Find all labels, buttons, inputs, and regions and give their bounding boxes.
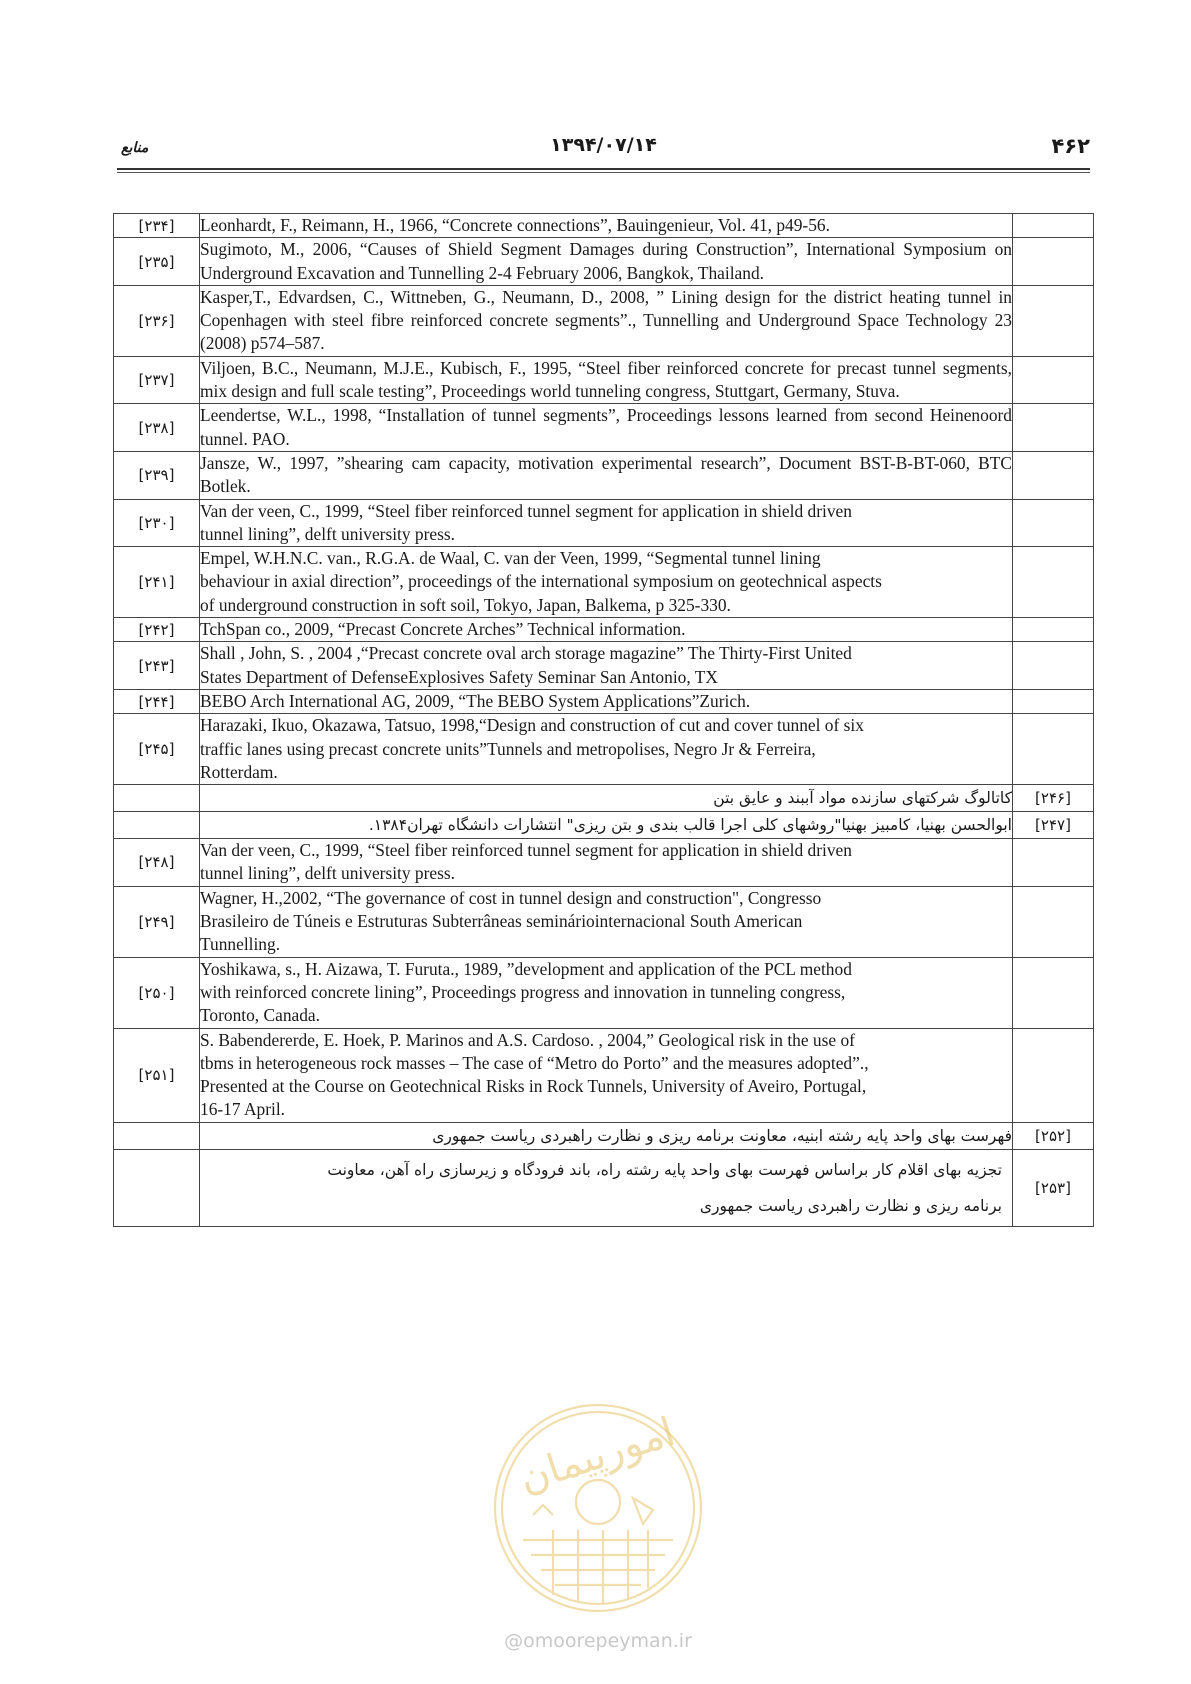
reference-row — [114, 547, 1094, 618]
reference-line: Van der veen, C., 1999, “Steel fiber reinforced tunnel segment for application in shield driven — [200, 500, 852, 521]
reference-line: برنامه ریزی و نظارت راهبردی ریاست جمهوری — [699, 1196, 1002, 1215]
reference-line: with reinforced concrete lining”, Proceedings progress and innovation in tunneling congress, — [200, 981, 846, 1002]
reference-number-left: [۲۴۸] — [114, 839, 200, 887]
reference-row — [114, 499, 1094, 547]
reference-number-left: [۲۳۶] — [114, 285, 200, 356]
reference-line: Harazaki, Ikuo, Okazawa, Tatsuo, 1998,“Design and construction of cut and cover tunnel of six — [200, 715, 864, 736]
header-rule — [117, 172, 1090, 173]
reference-number-right — [1013, 957, 1094, 1028]
reference-number-right: [۲۴۶] — [1013, 785, 1094, 812]
reference-row — [114, 618, 1094, 642]
reference-text — [200, 886, 1013, 957]
reference-row — [114, 689, 1094, 713]
reference-row — [114, 356, 1094, 404]
reference-line: فهرست بهای واحد پایه رشته ابنیه، معاونت برنامه ریزی و نظارت راهبردی ریاست جمهوری — [432, 1126, 1012, 1145]
reference-text — [200, 214, 1013, 238]
reference-text — [200, 238, 1013, 286]
reference-number-left — [114, 1122, 200, 1149]
reference-line: Tunnelling. — [200, 934, 281, 955]
reference-line: tunnel lining”, delft university press. — [200, 863, 456, 884]
reference-text — [200, 404, 1013, 452]
reference-number-right — [1013, 214, 1094, 238]
reference-line: Empel, W.H.N.C. van., R.G.A. de Waal, C. van der Veen, 1999, “Segmental tunnel lining — [200, 548, 821, 569]
reference-number-right — [1013, 618, 1094, 642]
reference-number-right — [1013, 547, 1094, 618]
watermark-logo — [483, 1390, 713, 1625]
reference-text — [200, 451, 1013, 499]
reference-row — [114, 812, 1094, 839]
reference-number-left: [۲۳۷] — [114, 356, 200, 404]
section-title: منابع — [121, 140, 149, 156]
reference-number-right — [1013, 714, 1094, 785]
reference-row — [114, 1028, 1094, 1122]
reference-row — [114, 451, 1094, 499]
reference-number-right: [۲۵۲] — [1013, 1122, 1094, 1149]
watermark — [483, 1390, 713, 1652]
reference-number-right — [1013, 839, 1094, 887]
watermark-domain-text: omoorepeyman.ir — [523, 1630, 692, 1652]
reference-line: Toronto, Canada. — [200, 1005, 321, 1026]
reference-number-left: [۲۴۴] — [114, 689, 200, 713]
reference-line: S. Babendererde, E. Hoek, P. Marinos and A.S. Cardoso. , 2004,” Geological risk in the use of — [200, 1029, 855, 1050]
reference-row — [114, 886, 1094, 957]
reference-number-left: [۲۳۴] — [114, 214, 200, 238]
reference-line: 16-17 April. — [200, 1099, 286, 1120]
reference-number-left: [۲۳۵] — [114, 238, 200, 286]
reference-row — [114, 214, 1094, 238]
reference-line: Shall , John, S. , 2004 ,“Precast concrete oval arch storage magazine” The Thirty-First United — [200, 643, 852, 664]
reference-text — [200, 785, 1013, 812]
reference-number-left: [۲۳۰] — [114, 499, 200, 547]
reference-number-left — [114, 1149, 200, 1226]
reference-line: States Department of DefenseExplosives Safety Seminar San Antonio, TX — [200, 666, 718, 687]
reference-number-right — [1013, 886, 1094, 957]
reference-row — [114, 404, 1094, 452]
watermark-domain — [483, 1630, 713, 1652]
watermark-logo-text: امورپیمان — [513, 1408, 681, 1503]
reference-line: Jansze, W., 1997, ”shearing cam capacity, motivation experimental research”, Document BST-B-BT-060, BTC Botlek. — [200, 452, 1012, 497]
reference-line: Van der veen, C., 1999, “Steel fiber reinforced tunnel segment for application in shield driven — [200, 840, 852, 861]
references-table — [113, 213, 1094, 1227]
reference-number-right — [1013, 238, 1094, 286]
reference-line: Kasper,T., Edvardsen, C., Wittneben, G., Neumann, D., 2008, ” Lining design for the district heating tunnel in Copenhagen with steel fibre reinforced concrete segments”., Tunnelling and Underground Space Technology 23 (2008) p574–587. — [200, 286, 1012, 354]
reference-line: Rotterdam. — [200, 761, 278, 782]
reference-number-left: [۲۴۲] — [114, 618, 200, 642]
reference-line: Viljoen, B.C., Neumann, M.J.E., Kubisch, F., 1995, “Steel fiber reinforced concrete for precast tunnel segments, mix design and full scale testing”, Proceedings world tunneling congress, Stuttgart, Germany, Stuva. — [200, 357, 1012, 402]
reference-text — [200, 1028, 1013, 1122]
reference-line: Presented at the Course on Geotechnical Risks in Rock Tunnels, University of Aveiro, Portugal, — [200, 1076, 867, 1097]
reference-line: behaviour in axial direction”, proceedings of the international symposium on geotechnical aspects — [200, 571, 882, 592]
reference-line: traffic lanes using precast concrete units”Tunnels and metropolises, Negro Jr & Ferreira, — [200, 738, 816, 759]
reference-line: tbms in heterogeneous rock masses – The case of “Metro do Porto” and the measures adopted”., — [200, 1052, 869, 1073]
reference-line: Yoshikawa, s., H. Aizawa, T. Furuta., 1989, ”development and application of the PCL method — [200, 958, 852, 979]
reference-text — [200, 642, 1013, 690]
reference-number-left — [114, 785, 200, 812]
reference-line: Wagner, H.,2002, “The governance of cost in tunnel design and construction", Congresso — [200, 887, 822, 908]
reference-number-left: [۲۴۹] — [114, 886, 200, 957]
reference-number-left: [۲۳۹] — [114, 451, 200, 499]
reference-number-left: [۲۴۳] — [114, 642, 200, 690]
reference-text — [200, 689, 1013, 713]
reference-number-right: [۲۵۳] — [1013, 1149, 1094, 1226]
reference-line: Sugimoto, M., 2006, “Causes of Shield Segment Damages during Construction”, International Symposium on Underground Excavation and Tunnelling 2-4 February 2006, Bangkok, Thailand. — [200, 239, 1012, 283]
reference-text — [200, 499, 1013, 547]
reference-row — [114, 1149, 1094, 1226]
reference-text — [200, 839, 1013, 887]
reference-line: کاتالوگ شرکتهای سازنده مواد آببند و عایق بتن — [713, 789, 1012, 808]
reference-number-right — [1013, 356, 1094, 404]
reference-line: Leendertse, W.L., 1998, “Installation of tunnel segments”, Proceedings lessons learned from second Heinenoord tunnel. PAO. — [200, 405, 1012, 449]
reference-line: Leonhardt, F., Reimann, H., 1966, “Concrete connections”, Bauingenieur, Vol. 41, p49-56. — [200, 215, 830, 235]
reference-number-right — [1013, 451, 1094, 499]
reference-text — [200, 618, 1013, 642]
reference-line: تجزیه بهای اقلام کار براساس فهرست بهای واحد پایه رشته راه، باند فرودگاه و زیرسازی راه آهن، معاونت — [327, 1160, 1002, 1179]
page-number: ۴۶۲ — [1051, 134, 1090, 158]
reference-number-left — [114, 812, 200, 839]
reference-number-right — [1013, 642, 1094, 690]
reference-text — [200, 547, 1013, 618]
reference-row — [114, 785, 1094, 812]
reference-number-right: [۲۴۷] — [1013, 812, 1094, 839]
at-icon: @ — [504, 1630, 524, 1652]
reference-number-right — [1013, 404, 1094, 452]
reference-line: ابوالحسن بهنیا، کامبیز بهنیا"روشهای کلی اجرا قالب بندی و بتن ریزی" انتشارات دانشگاه تهران۱۳۸۴. — [368, 816, 1012, 835]
page-header — [117, 128, 1090, 170]
reference-number-right — [1013, 1028, 1094, 1122]
reference-text — [200, 1122, 1013, 1149]
reference-text — [200, 356, 1013, 404]
reference-text — [200, 714, 1013, 785]
reference-number-right — [1013, 689, 1094, 713]
reference-row — [114, 1122, 1094, 1149]
reference-number-left: [۲۵۱] — [114, 1028, 200, 1122]
reference-row — [114, 285, 1094, 356]
reference-number-right — [1013, 285, 1094, 356]
reference-line: of underground construction in soft soil, Tokyo, Japan, Balkema, p 325-330. — [200, 594, 731, 615]
reference-text — [200, 812, 1013, 839]
reference-text — [200, 285, 1013, 356]
reference-line: Brasileiro de Túneis e Estruturas Subterrâneas semináriointernacional South American — [200, 911, 803, 932]
reference-text — [200, 957, 1013, 1028]
reference-line: tunnel lining”, delft university press. — [200, 523, 456, 544]
reference-line: TchSpan co., 2009, “Precast Concrete Arches” Technical information. — [200, 619, 686, 640]
reference-row — [114, 957, 1094, 1028]
reference-number-right — [1013, 499, 1094, 547]
reference-row — [114, 642, 1094, 690]
reference-line: BEBO Arch International AG, 2009, “The BEBO System Applications”Zurich. — [200, 690, 751, 711]
reference-row — [114, 714, 1094, 785]
reference-number-left: [۲۴۱] — [114, 547, 200, 618]
reference-row — [114, 238, 1094, 286]
reference-number-left: [۲۵۰] — [114, 957, 200, 1028]
reference-number-left: [۲۳۸] — [114, 404, 200, 452]
reference-number-left: [۲۴۵] — [114, 714, 200, 785]
reference-row — [114, 839, 1094, 887]
header-date: ۱۳۹۴/۰۷/۱۴ — [550, 134, 657, 156]
reference-text — [200, 1149, 1013, 1226]
